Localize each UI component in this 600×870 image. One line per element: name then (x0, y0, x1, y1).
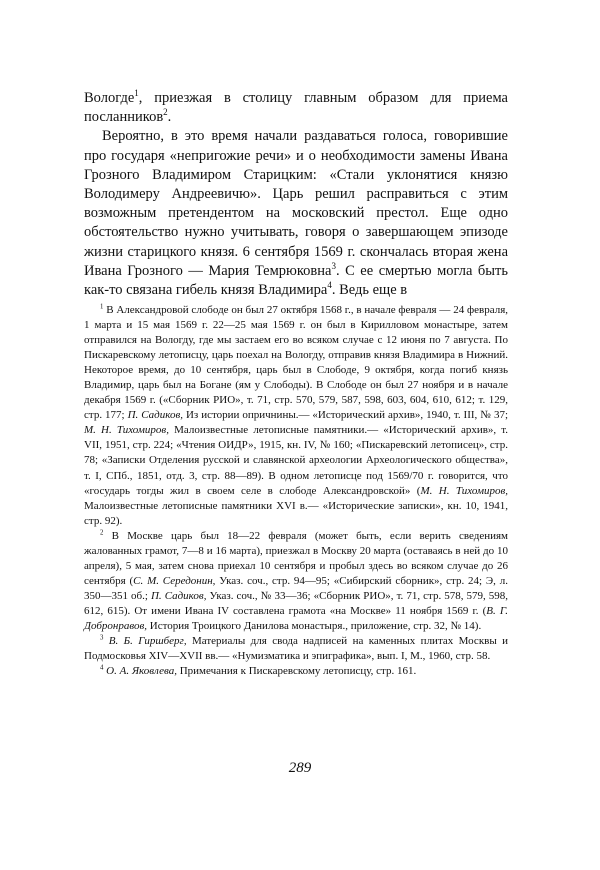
text-run: Примечания к Пискаревскому летописцу, стр. 161. (179, 665, 417, 678)
footnote-3 (84, 634, 508, 664)
footnote-mark: 2 (100, 529, 104, 537)
author-name: В. Б. Гиршберг, (108, 635, 187, 648)
text-run: Вологде (84, 90, 135, 106)
text-run: . С ее смертью могла быть как-то связана гибель князя Владимира (84, 262, 508, 299)
author-name: М. Н. Тихомиров, (84, 424, 169, 437)
author-name: О. А. Яковлева, (106, 665, 177, 678)
author-name: В. Г. Добронравов, (84, 604, 509, 632)
footnote-ref-1[interactable]: 1 (134, 88, 139, 99)
text-run: Из истории опричнины.— «Исторический архив», 1940, т. III, № 37; (185, 409, 508, 422)
footnote-mark: 3 (100, 634, 104, 642)
footnote-mark: 4 (100, 664, 104, 672)
text-run: Вероятно, в это время начали раздаваться голоса, говорившие про государя «непригожие речи» и о необходимости замены Ивана Грозного Владимиром Старицким: «Стали уклонятися князю Володимеру Андреевичю». Царь решил расправиться с этим возможным претендентом на московский престол. Еще одно обстоятельство нужно учитывать, говоря о завершающем эпизоде жизни старицкого князя. 6 сентября 1569 г. скончалась вторая жена Ивана Грозного — Мария Темрюковна (84, 128, 508, 279)
author-name: П. Садиков, (127, 409, 183, 422)
author-name: М. Н. Тихомиров, (420, 484, 508, 497)
footnote-ref-3[interactable]: 3 (331, 261, 336, 271)
text-run: В Москве царь был 18—22 февраля (может быть, если верить сведениям жалованных грамот, 7—8 и 16 марта), приезжал в Москву 20 марта (оставаясь в ней до 10 апреля), 5 мая, затем снова приехал 10 сентября и пробыл здесь во всяком случае до 26 сентября ( (84, 529, 508, 587)
text-run: , приезжая в столицу главным образом для приема посланников (84, 90, 508, 126)
text-run: В Александровой слободе он был 27 октября 1568 г., в начале февраля — 24 февраля, 1 марта и 15 мая 1569 г. 22—25 мая 1569 г. он был в Кирилловом монастыре, затем отправился на Вологду, где мы застаем его во всяком случае с 12 июня по 7 августа. По Пискаревскому летописцу, царь поехал на Вологду, отправив князя Владимира в Нижний. Некоторое время, до 10 сентября, царь был в Слободе, 9 октября, когда погиб князь Владимир, царь был на Богане (ям у Слободы). В Слободе он был 27 ноября и в начале декабря 1569 г. («Сборник РИО», т. 71, стр. 570, 579, 587, 598, 603, 604, 610, 612; т. 129, стр. 177; (84, 304, 509, 422)
footnote-ref-4[interactable]: 4 (327, 280, 332, 291)
footnote-4 (84, 664, 508, 679)
page-number: 289 (288, 760, 312, 776)
text-run: . (167, 109, 172, 126)
text-run: Указ. соч., стр. 94—95; «Сибирский сборник», стр. 24; Э, л. 350—351 об.; (84, 574, 508, 602)
footnote-mark: 1 (100, 303, 104, 311)
footnotes (84, 303, 508, 679)
author-name: С. М. Середонин, (133, 574, 216, 587)
text-run: Материалы для свода надписей на каменных плитах Москвы и Подмосковья XIV—XVII вв.— «Нумизматика и эпиграфика», вып. I, М., 1960, стр. 58. (84, 635, 509, 663)
text-run: Малоизвестные летописные памятники.— «Исторический архив», т. VII, 1951, стр. 224; «Чтения ОИДР», 1915, кн. IV, № 160; «Пискаревский летописец», стр. 78; «Записки Отделения русской и славянской археологии Археологического общества», т. I, СПб., 1851, отд. 3, стр. 88—89). В одном летописце под 1569/70 г. говорится, что «государь тогды жил в своем селе в слободе Александровской» ( (84, 424, 509, 497)
main-text (84, 89, 508, 300)
paragraph-continuation (84, 89, 508, 127)
text-run: Малоизвестные летописные памятники XVI в.— «Исторические записки», кн. 10, 1941, стр. 92). (84, 499, 508, 527)
text-run: Указ. соч., № 33—36; «Сборник РИО», т. 71, стр. 578, 579, 598, 612, 615). От имени Ивана IV составлена грамота «на Москве» 11 ноября 1569 г. ( (84, 589, 509, 617)
footnote-2 (84, 529, 508, 634)
text-run: История Троицкого Данилова монастыря., приложение, стр. 32, № 14). (149, 619, 482, 632)
paragraph (84, 127, 508, 300)
text-run: . Ведь еще в (331, 282, 408, 299)
author-name: П. Садиков, (150, 589, 207, 602)
footnote-1 (84, 303, 508, 529)
footnote-ref-2[interactable]: 2 (163, 107, 168, 118)
